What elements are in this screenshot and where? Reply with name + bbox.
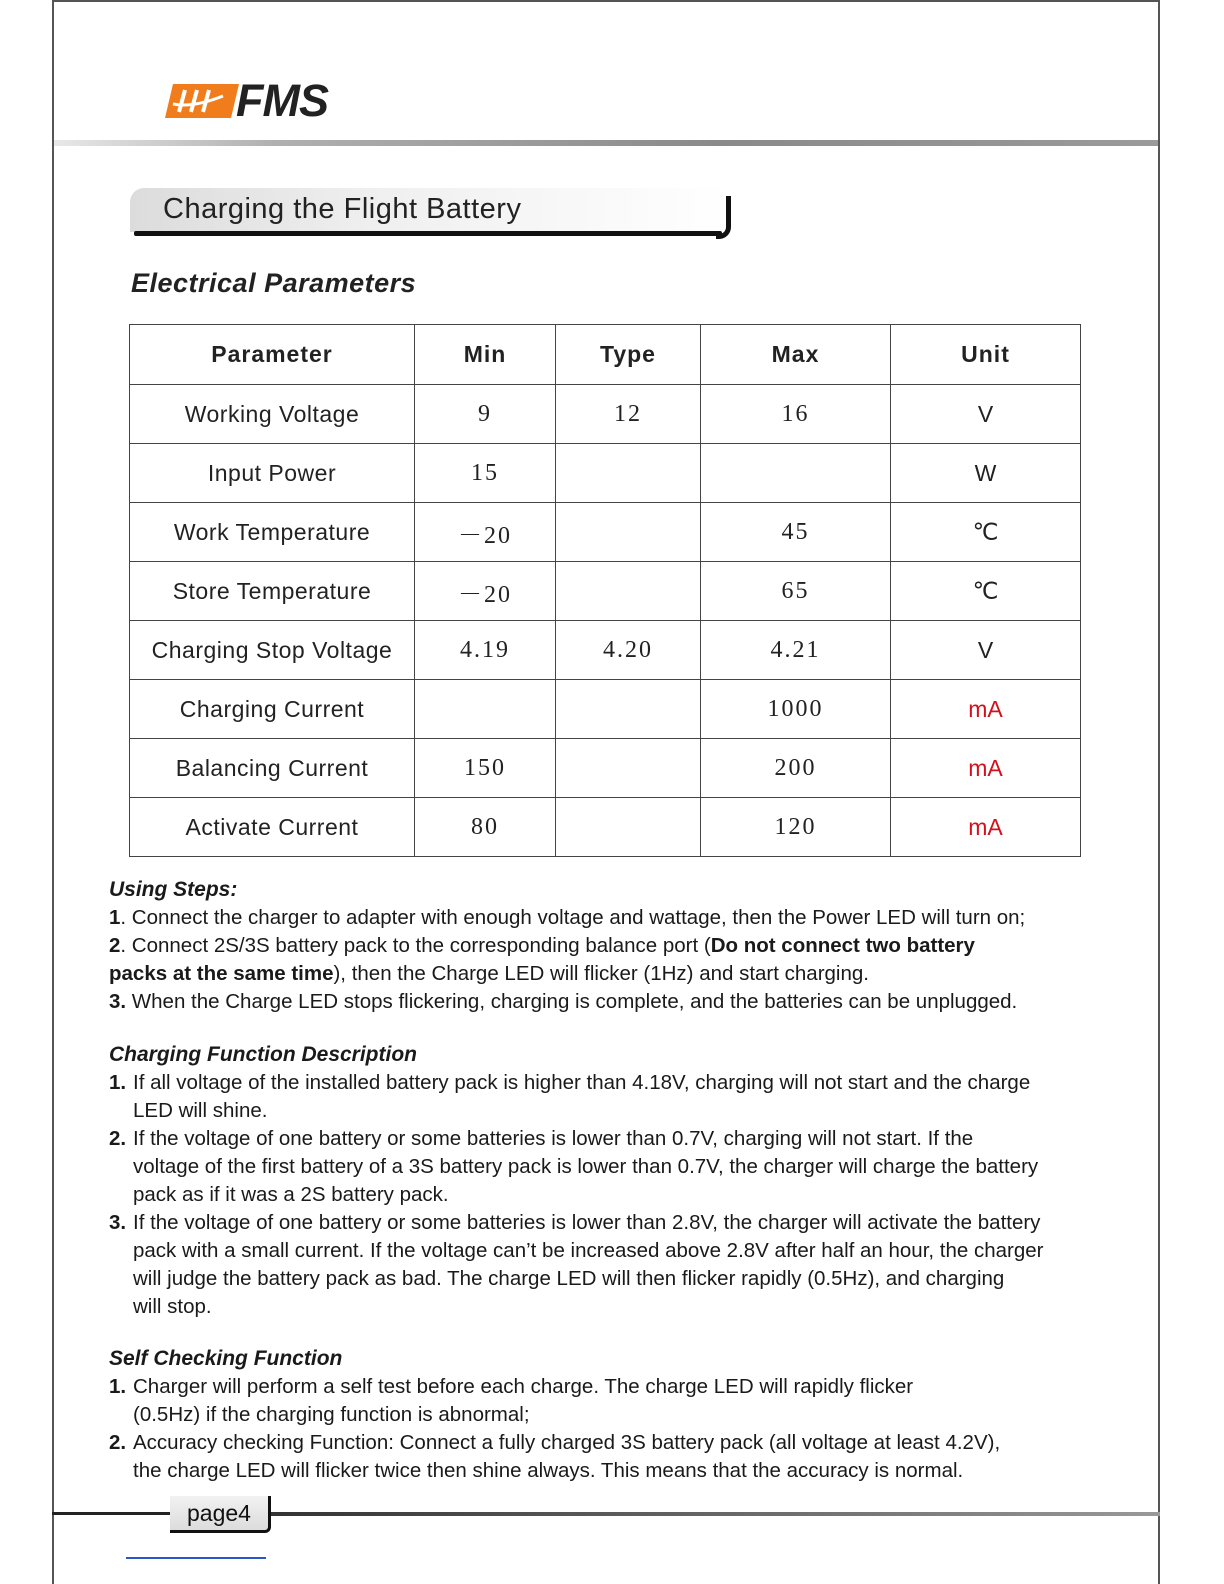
cell-min: 150 (415, 739, 556, 798)
cell-unit: ℃ (891, 503, 1081, 562)
step-text: ), then the Charge LED will flicker (1Hz) and start charging. (333, 962, 869, 985)
fms-logo-mark-icon (163, 78, 239, 124)
cell-parameter: Charging Stop Voltage (130, 621, 415, 680)
step-text: . Connect 2S/3S battery pack to the corresponding balance port ( (120, 934, 711, 957)
cell-max: 65 (701, 562, 891, 621)
item-line: If the voltage of one battery or some batteries is lower than 2.8V, the charger will activate the battery (133, 1211, 1041, 1234)
page-frame-right (1158, 0, 1160, 1584)
logo-text: FMS (236, 75, 328, 126)
item-line: LED will shine. (133, 1099, 268, 1122)
cell-min: －20 (415, 562, 556, 621)
header-max: Max (701, 325, 891, 385)
item-number: 1. (109, 1375, 127, 1398)
item-number: 2. (109, 1127, 127, 1150)
table-row (130, 444, 1081, 503)
item-line: voltage of the first battery of a 3S battery pack is lower than 0.7V, the charger will charge the battery (133, 1155, 1039, 1178)
cell-min: 80 (415, 798, 556, 857)
footer-rule-left (52, 1512, 172, 1515)
electrical-parameters-table (129, 324, 1081, 857)
list-item (109, 1429, 1139, 1485)
using-steps-section (109, 876, 1129, 1016)
cell-unit: ℃ (891, 562, 1081, 621)
cell-parameter: Activate Current (130, 798, 415, 857)
list-item (109, 1209, 1139, 1321)
cell-min (415, 680, 556, 739)
cell-unit: W (891, 444, 1081, 503)
step-text: When the Charge LED stops flickering, charging is complete, and the batteries can be unplugged. (126, 990, 1018, 1013)
item-line: If all voltage of the installed battery pack is higher than 4.18V, charging will not start and the charge (133, 1071, 1031, 1094)
cell-type (556, 562, 701, 621)
cell-unit: mA (891, 739, 1081, 798)
page-frame-top (52, 0, 1160, 2)
cell-parameter: Input Power (130, 444, 415, 503)
cell-max: 120 (701, 798, 891, 857)
cell-parameter: Work Temperature (130, 503, 415, 562)
cell-max: 4.21 (701, 621, 891, 680)
charging-function-heading: Charging Function Description (109, 1043, 417, 1066)
table-row (130, 621, 1081, 680)
using-steps-heading: Using Steps: (109, 878, 238, 901)
step-text: . Connect the charger to adapter with enough voltage and wattage, then the Power LED will turn on; (120, 906, 1026, 929)
table-header-row (130, 325, 1081, 385)
cell-max: 200 (701, 739, 891, 798)
list-item (109, 932, 1129, 988)
table-row (130, 385, 1081, 444)
list-item (109, 1069, 1139, 1125)
step-number: 1 (109, 906, 121, 929)
cell-type (556, 444, 701, 503)
step-warning-bold: Do not connect two battery (710, 934, 975, 957)
section-heading: Electrical Parameters (131, 268, 417, 298)
cell-unit: V (891, 621, 1081, 680)
cell-parameter: Store Temperature (130, 562, 415, 621)
cell-max: 45 (701, 503, 891, 562)
header-min: Min (415, 325, 556, 385)
page-number-tab: page4 (170, 1496, 271, 1533)
item-line: pack with a small current. If the voltage can’t be increased above 2.8V after half an hour, the charger (133, 1239, 1044, 1262)
header-rule (54, 140, 1158, 146)
cell-min: 9 (415, 385, 556, 444)
cell-type (556, 739, 701, 798)
cell-parameter: Working Voltage (130, 385, 415, 444)
cell-unit: V (891, 385, 1081, 444)
cell-unit: mA (891, 680, 1081, 739)
title-banner-hook (716, 196, 731, 239)
fms-logo (163, 75, 383, 126)
table-row (130, 798, 1081, 857)
item-number: 2. (109, 1431, 127, 1454)
cell-max (701, 444, 891, 503)
cell-type: 12 (556, 385, 701, 444)
cell-min: 4.19 (415, 621, 556, 680)
cell-unit: mA (891, 798, 1081, 857)
item-line: If the voltage of one battery or some batteries is lower than 0.7V, charging will not start. If the (133, 1127, 974, 1150)
cell-max: 16 (701, 385, 891, 444)
item-line: Accuracy checking Function: Connect a fully charged 3S battery pack (all voltage at least 4.2V), (133, 1431, 1001, 1454)
header-type: Type (556, 325, 701, 385)
table-row (130, 503, 1081, 562)
header-parameter: Parameter (130, 325, 415, 385)
cell-parameter: Balancing Current (130, 739, 415, 798)
cell-min: 15 (415, 444, 556, 503)
page-frame-left (52, 0, 54, 1584)
list-item (109, 988, 1129, 1016)
title-banner-underline (134, 231, 722, 236)
list-item (109, 904, 1129, 932)
table-row (130, 739, 1081, 798)
cell-min: －20 (415, 503, 556, 562)
page-title: Charging the Flight Battery (163, 193, 522, 225)
charging-function-section (109, 1041, 1139, 1321)
item-line: Charger will perform a self test before each charge. The charge LED will rapidly flicker (133, 1375, 914, 1398)
footer-rule-right (270, 1512, 1160, 1516)
item-line: will judge the battery pack as bad. The charge LED will then flicker rapidly (0.5Hz), and charging (133, 1267, 1005, 1290)
item-line: (0.5Hz) if the charging function is abnormal; (133, 1403, 530, 1426)
header-unit: Unit (891, 325, 1081, 385)
table-row (130, 680, 1081, 739)
item-number: 3. (109, 1211, 127, 1234)
cell-parameter: Charging Current (130, 680, 415, 739)
cell-type (556, 503, 701, 562)
item-line: the charge LED will flicker twice then shine always. This means that the accuracy is normal. (133, 1459, 964, 1482)
item-number: 1. (109, 1071, 127, 1094)
cell-type (556, 680, 701, 739)
footer-blue-line (126, 1557, 266, 1559)
self-checking-section (109, 1345, 1139, 1485)
table-row (130, 562, 1081, 621)
item-line: pack as if it was a 2S battery pack. (133, 1183, 449, 1206)
self-checking-heading: Self Checking Function (109, 1347, 343, 1370)
list-item (109, 1125, 1139, 1209)
step-number: 3. (109, 990, 127, 1013)
step-warning-bold: packs at the same time (109, 962, 334, 985)
cell-type: 4.20 (556, 621, 701, 680)
item-line: will stop. (133, 1295, 212, 1318)
cell-type (556, 798, 701, 857)
list-item (109, 1373, 1139, 1429)
cell-max: 1000 (701, 680, 891, 739)
step-number: 2 (109, 934, 121, 957)
